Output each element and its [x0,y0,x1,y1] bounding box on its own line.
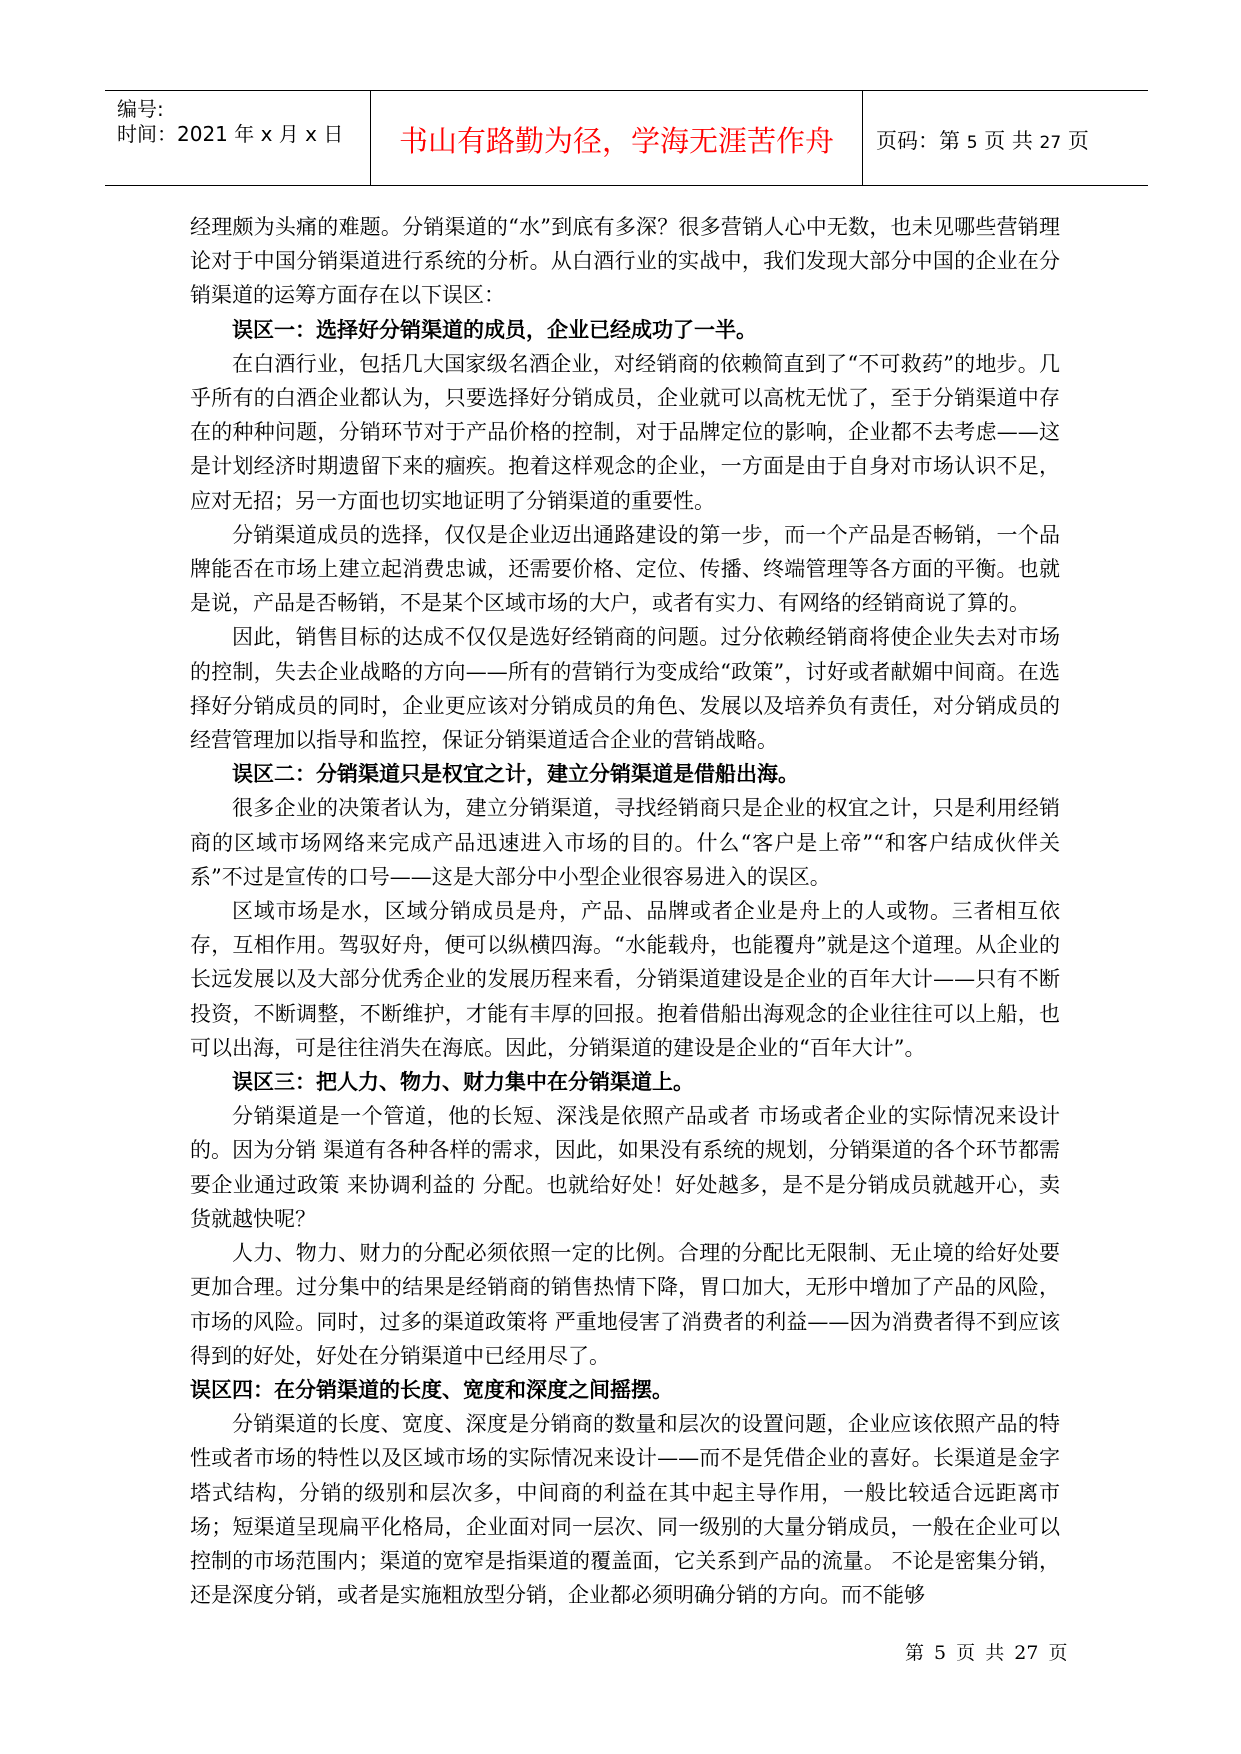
section-heading: 误区一：选择好分销渠道的成员，企业已经成功了一半。 [232,316,757,342]
page-middle: 页 共 [977,129,1040,153]
header-page-cell [862,91,1148,185]
header-page-indicator [876,125,1089,155]
body-paragraph: 分销渠道的长度、宽度、深度是分销商的数量和层次的设置问题，企业应该依照产品的特性或者市场的特性以及区域市场的实际情况来设计——而不是凭借企业的喜好。长渠道是金字塔式结构，分销的级别和层次多，中间商的利益在其中起主导作用，一般比较适合远距离市场；短渠道呈现扁平化格局，企业面对同一层次、同一级别的大量分销成员，一般在企业可以控制的市场范围内；渠道的宽窄是指渠道的覆盖面，它关系到产品的流量。 不论是密集分销，还是深度分销，或者是实施粗放型分销，企业都必须明确分销的方向。而不能够 [190,1412,1060,1608]
header-motto: 书山有路勤为径，学海无涯苦作舟 [398,124,834,158]
section-heading: 误区三：把人力、物力、财力集中在分销渠道上。 [232,1069,694,1095]
document-header [105,90,1148,186]
header-meta-cell [105,91,370,185]
page-suffix: 页 [1061,129,1089,153]
document-number-label: 编号: [117,97,164,121]
document-body [190,210,1060,1612]
body-paragraph: 在白酒行业，包括几大国家级名酒企业，对经销商的依赖简直到了“不可救药”的地步。几乎所有的白酒企业都认为，只要选择好分销成员，企业就可以高枕无忧了，至于分销渠道中存在的种种问题，分销环节对于产品价格的控制，对于品牌定位的影响，企业都不去考虑——这是计划经济时期遗留下来的痼疾。抱着这样观念的企业，一方面是由于自身对市场认识不足，应对无招；另一方面也切实地证明了分销渠道的重要性。 [190,351,1060,513]
section-heading: 误区四：在分销渠道的长度、宽度和深度之间摇摆。 [190,1376,673,1402]
page-footer: 第 5 页 共 27 页 [905,1642,1068,1664]
body-paragraph: 区域市场是水，区域分销成员是舟，产品、品牌或者企业是舟上的人或物。三者相互依存，互相作用。驾驭好舟，便可以纵横四海。“水能载舟，也能覆舟”就是这个道理。从企业的长远发展以及大部分优秀企业的发展历程来看，分销渠道建设是企业的百年大计——只有不断投资，不断调整，不断维护，才能有丰厚的回报。抱着借船出海观念的企业往往可以上船，也可以出海，可是往往消失在海底。因此，分销渠道的建设是企业的“百年大计”。 [190,899,1060,1060]
page-current: 5 [966,133,978,153]
document-time-label: 时间：2021 年 x 月 x 日 [117,122,344,146]
section-heading: 误区二：分销渠道只是权宜之计，建立分销渠道是借船出海。 [232,761,799,787]
body-paragraph: 很多企业的决策者认为，建立分销渠道，寻找经销商只是企业的权宜之计，只是利用经销商的区域市场网络来完成产品迅速进入市场的目的。什么“客户是上帝”“和客户结成伙伴关系”不过是宣传的口号——这是大部分中小型企业很容易进入的误区。 [190,796,1060,889]
body-paragraph: 经理颇为头痛的难题。分销渠道的“水”到底有多深？很多营销人心中无数，也未见哪些营销理论对于中国分销渠道进行系统的分析。从白酒行业的实战中，我们发现大部分中国的企业在分销渠道的运筹方面存在以下误区： [190,215,1060,308]
body-paragraph: 人力、物力、财力的分配必须依照一定的比例。合理的分配比无限制、无止境的给好处要更加合理。过分集中的结果是经销商的销售热情下降，胃口加大，无形中增加了产品的风险，市场的风险。同时，过多的渠道政策将 严重地侵害了消费者的利益——因为消费者得不到应该得到的好处，好处在分销渠道中已经用尽了。 [190,1241,1060,1368]
body-paragraph: 分销渠道成员的选择，仅仅是企业迈出通路建设的第一步，而一个产品是否畅销，一个品牌能否在市场上建立起消费忠诚，还需要价格、定位、传播、终端管理等各方面的平衡。也就是说，产品是否畅销，不是某个区域市场的大户，或者有实力、有网络的经销商说了算的。 [190,522,1060,616]
header-motto-cell [370,91,863,185]
page-total: 27 [1039,133,1062,153]
page-prefix: 页码：第 [876,129,967,153]
body-paragraph: 因此，销售目标的达成不仅仅是选好经销商的问题。过分依赖经销商将使企业失去对市场的控制，失去企业战略的方向——所有的营销行为变成给“政策”，讨好或者献媚中间商。在选择好分销成员的同时，企业更应该对分销成员的角色、发展以及培养负有责任，对分销成员的经营管理加以指导和监控，保证分销渠道适合企业的营销战略。 [190,625,1060,753]
body-paragraph: 分销渠道是一个管道，他的长短、深浅是依照产品或者 市场或者企业的实际情况来设计的。因为分销 渠道有各种各样的需求，因此，如果没有系统的规划，分销渠道的各个环节都需要企业通过政策 来协调利益的 分配。也就给好处！好处越多，是不是分销成员就越开心，卖货就越快呢？ [190,1104,1060,1231]
